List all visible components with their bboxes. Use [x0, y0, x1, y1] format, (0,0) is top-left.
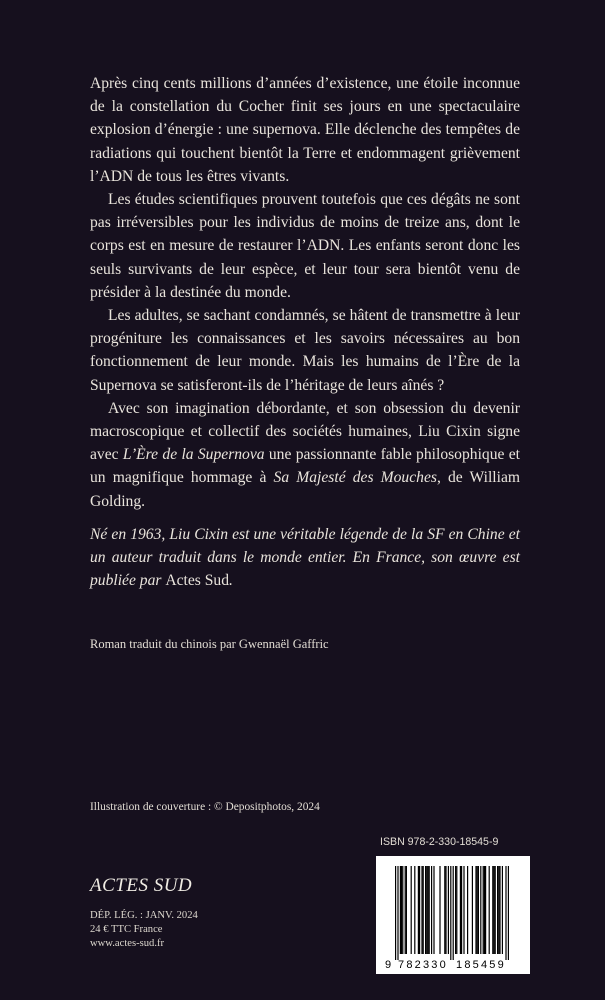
website: www.actes-sud.fr	[90, 938, 165, 949]
barcode-bar	[445, 866, 446, 954]
barcode-bar	[467, 866, 468, 954]
barcode-bar	[497, 866, 498, 954]
blurb-p4-text-a: Avec son imagination débordante, et son obsession du devenir macroscopique et collectif des sociétés humaines, Liu Cixin signe avec	[90, 399, 520, 464]
barcode-bar	[475, 866, 476, 954]
barcode-bar	[444, 866, 445, 954]
barcode-bar	[461, 866, 462, 954]
barcode-bar	[400, 866, 401, 954]
author-bio-end: .	[229, 572, 233, 590]
barcode-bar	[427, 866, 428, 954]
illustration-credit: Illustration de couverture : © Depositphotos, 2024	[90, 801, 320, 813]
barcode-bar	[493, 866, 494, 954]
barcode	[376, 856, 530, 974]
publisher-logo: ACTES SUD	[90, 875, 193, 896]
barcode-bar	[485, 866, 486, 954]
barcode-bar	[472, 866, 473, 954]
barcode-bar	[439, 866, 440, 954]
blurb-p4-text-b: une passionnante fable philosophique et un magnifique hommage à	[90, 446, 520, 487]
legal-info	[90, 909, 198, 951]
book-title: L’Ère de la Supernova	[122, 446, 265, 464]
barcode-bar	[492, 866, 493, 954]
author-bio-text: Né en 1963, Liu Cixin est une véritable légende de la SF en Chine et un auteur traduit dans le monde entier. En France, son œuvre est publiée par	[90, 526, 520, 590]
back-cover-blurb	[90, 72, 520, 513]
barcode-bar	[483, 866, 484, 954]
barcode-bar	[478, 866, 479, 954]
blurb-paragraph-2: Les études scientifiques prouvent toutefois que ces dégâts ne sont pas irréversibles pour les individus de moins de treize ans, dont le corps est en mesure de restaurer l’ADN. Les enfants seront donc les seuls survivants de leur espèce, et leur tour sera bientôt venu de présider à la destinée du monde.	[90, 191, 520, 301]
barcode-bar	[397, 866, 398, 960]
barcode-bar	[477, 866, 478, 954]
barcode-bar	[423, 866, 424, 954]
barcode-bar	[448, 866, 449, 954]
barcode-bar	[411, 866, 412, 954]
barcode-bar	[489, 866, 490, 954]
barcode-bar	[455, 866, 456, 954]
legal-deposit: DÉP. LÉG. : JANV. 2024	[90, 910, 198, 921]
barcode-bar	[395, 866, 396, 960]
barcode-graphic	[376, 856, 530, 974]
barcode-bar	[460, 866, 461, 954]
barcode-bar	[426, 866, 427, 954]
barcode-bar	[405, 866, 406, 954]
barcode-bar	[453, 866, 454, 960]
barcode-bar	[480, 866, 481, 954]
author-bio-publisher: Actes Sud	[165, 572, 230, 590]
barcode-bar	[499, 866, 500, 954]
isbn-label: ISBN 978-2-330-18545-9	[380, 836, 499, 848]
barcode-bar	[401, 866, 402, 954]
barcode-bar	[450, 866, 451, 960]
barcode-bar	[414, 866, 415, 954]
barcode-bar	[505, 866, 506, 960]
barcode-bar	[508, 866, 509, 960]
referenced-book-title: Sa Majesté des Mouches	[273, 469, 437, 487]
translator-credit: Roman traduit du chinois par Gwennaël Gaffric	[90, 637, 329, 651]
blurb-paragraph-1: Après cinq cents millions d’années d’existence, une étoile inconnue de la constellation du Cocher finit ses jours en une spectaculaire explosion d’énergie : une supernova. Elle déclenche des tempêtes de radiations qui touchent bientôt la Terre et endommagent grièvement l’ADN de tous les êtres vivants.	[90, 75, 520, 185]
barcode-bar	[502, 866, 503, 954]
author-bio	[90, 523, 520, 593]
barcode-bar	[431, 866, 432, 954]
barcode-bar	[425, 866, 426, 954]
barcode-bar	[402, 866, 403, 954]
blurb-paragraph-3: Les adultes, se sachant condamnés, se hâtent de transmettre à leur progéniture les connaissances et les savoirs nécessaires au bon fonctionnement de leur monde. Mais les humains de l’Ère de la Supernova se satisferont-ils de l’héritage de leurs aînés ?	[90, 307, 520, 394]
barcode-lead-digit: 9	[385, 959, 392, 971]
blurb-paragraph-4	[90, 397, 520, 513]
blurb-p4-text-c: , de William Golding.	[90, 469, 521, 510]
barcode-bar	[463, 866, 464, 954]
barcode-bar	[429, 866, 430, 954]
barcode-bar	[495, 866, 496, 954]
barcode-bar	[418, 866, 419, 954]
barcode-left-digits: 782330	[398, 959, 448, 971]
barcode-bar	[419, 866, 420, 954]
barcode-bar	[406, 866, 407, 954]
barcode-right-digits: 185459	[456, 959, 506, 971]
price: 24 € TTC France	[90, 924, 163, 935]
barcode-bar	[498, 866, 499, 954]
barcode-bar	[421, 866, 422, 954]
barcode-bar	[484, 866, 485, 954]
barcode-bar	[433, 866, 434, 954]
barcode-bar	[456, 866, 457, 954]
